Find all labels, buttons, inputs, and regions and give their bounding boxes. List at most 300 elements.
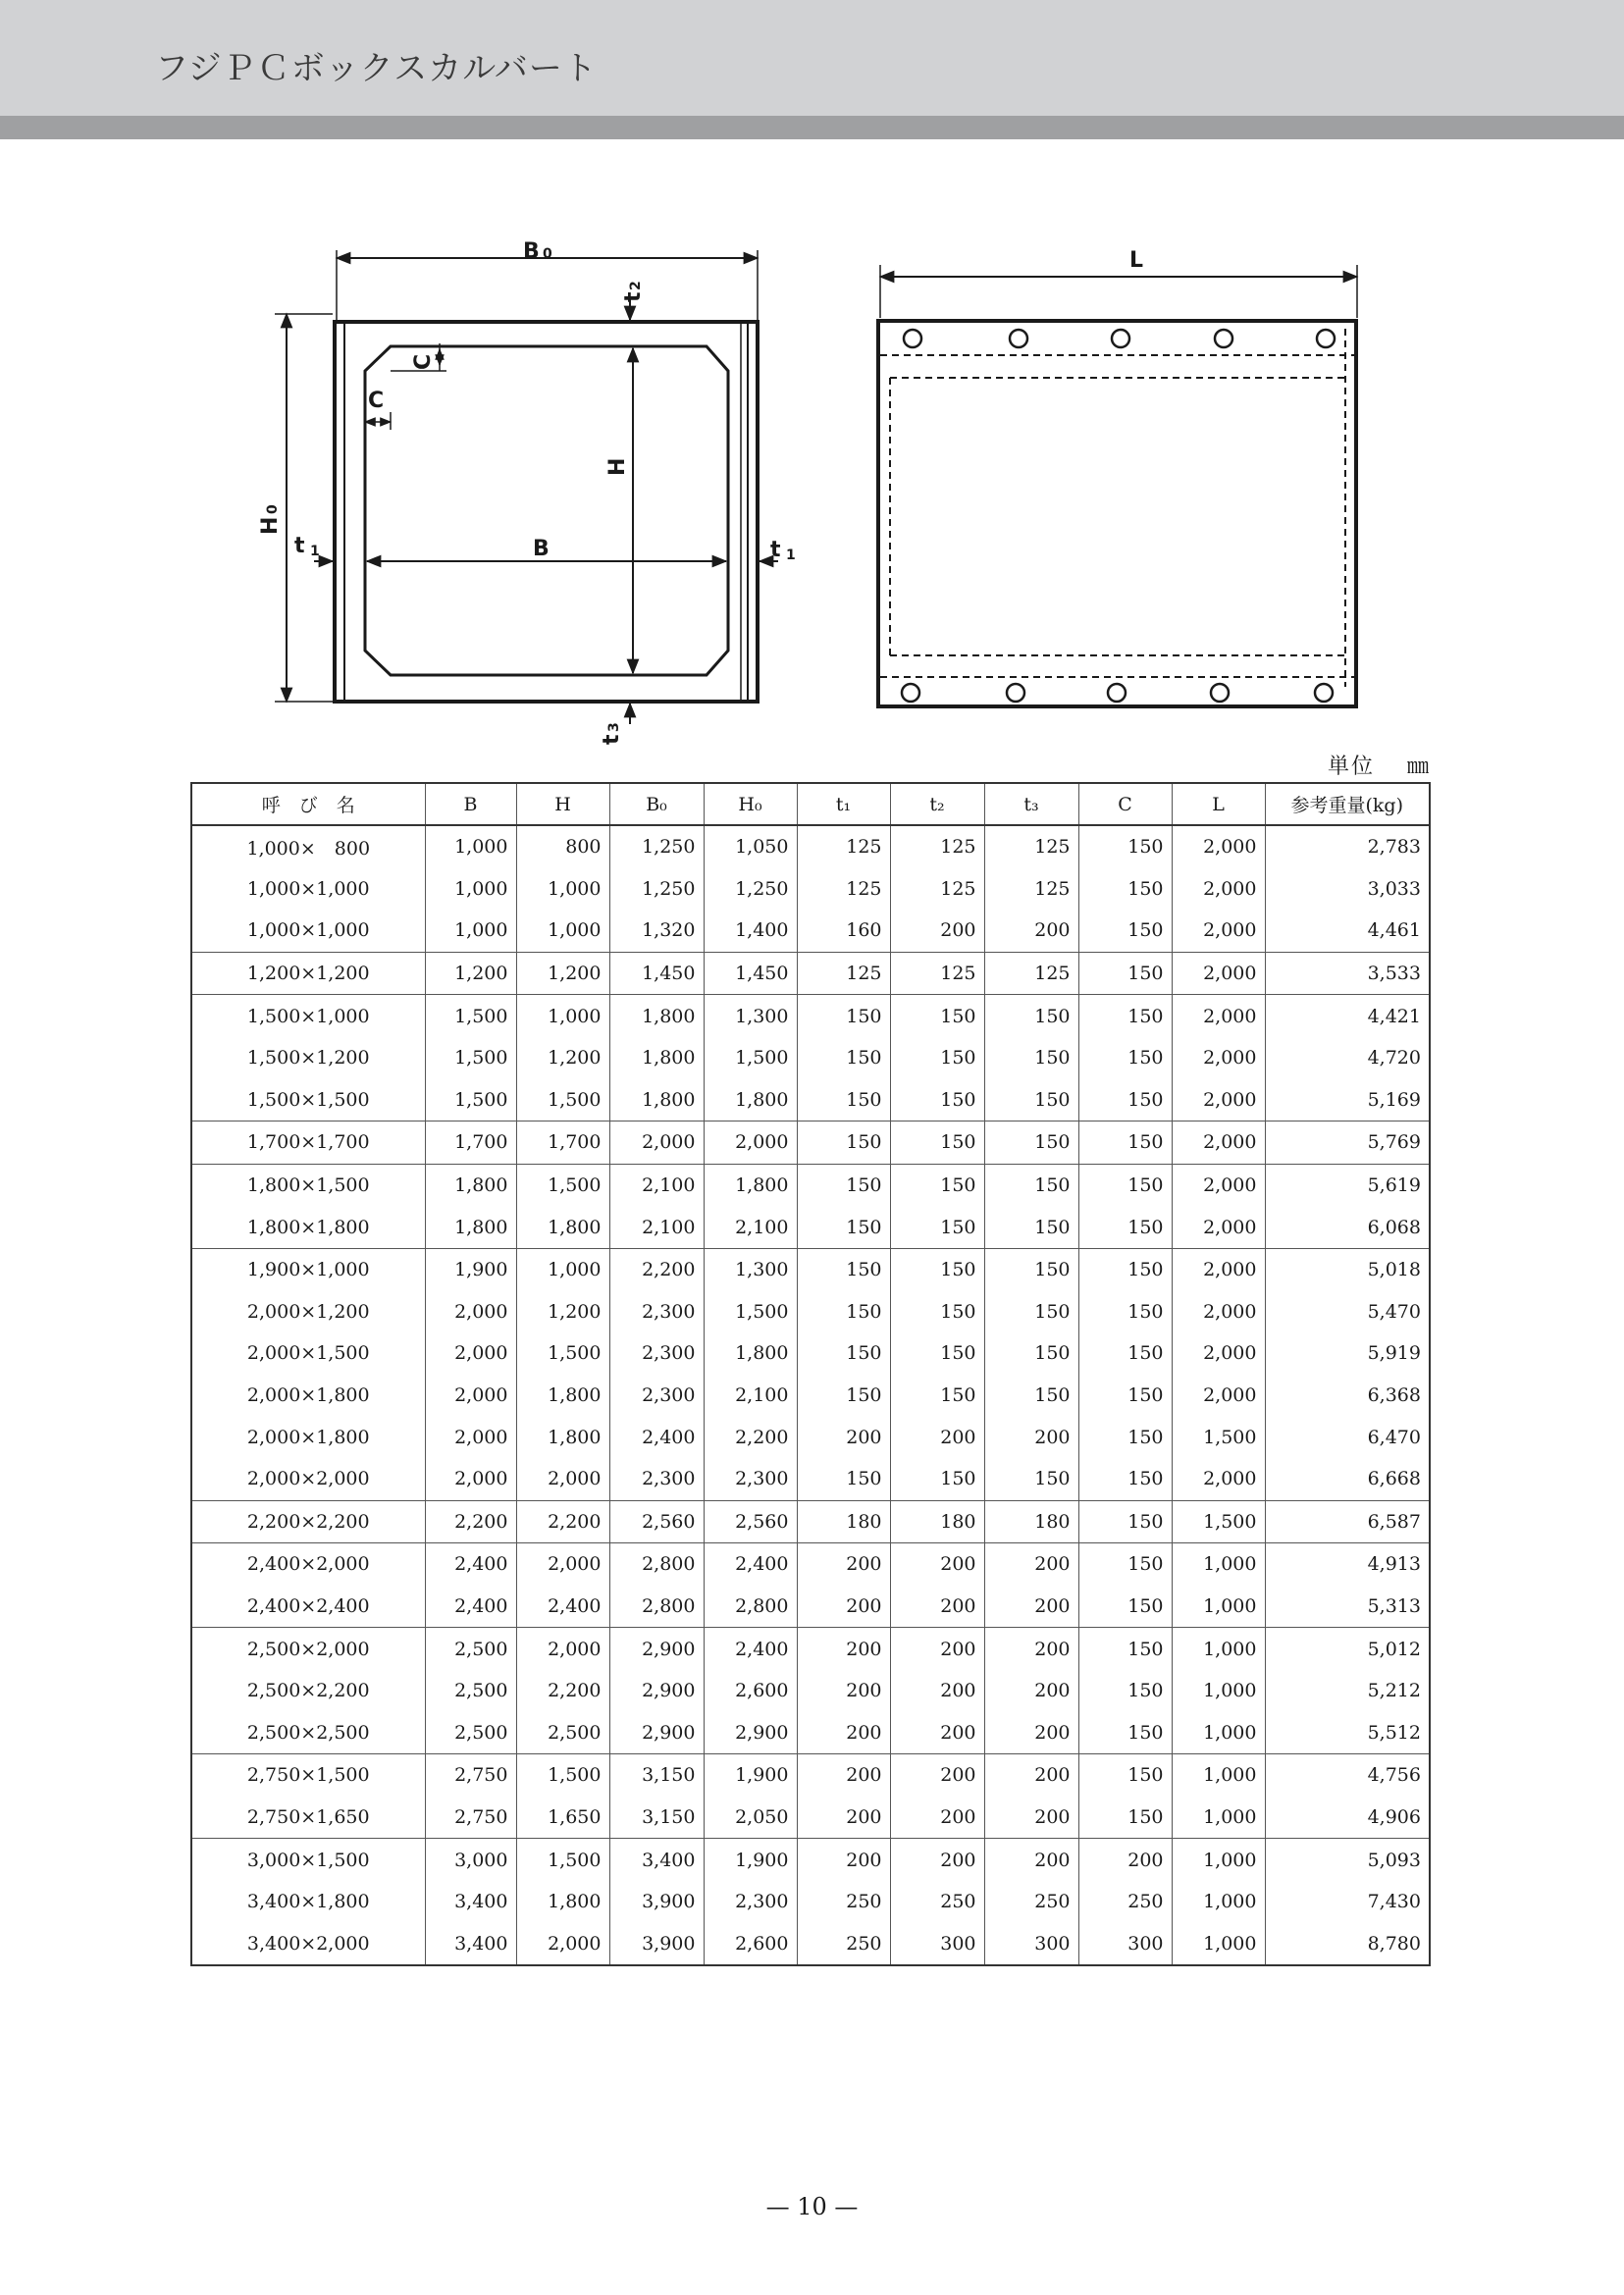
- cell-name: 2,500×2,500: [191, 1711, 425, 1753]
- cell-t3: 150: [984, 1375, 1078, 1417]
- cell-L: 2,000: [1172, 1458, 1265, 1500]
- cell-t1: 200: [797, 1628, 890, 1670]
- table-row: [191, 1164, 1430, 1206]
- table-row: [191, 1291, 1430, 1333]
- cell-t3: 200: [984, 1754, 1078, 1797]
- cell-t3: 150: [984, 1291, 1078, 1333]
- cell-B0: 1,320: [609, 910, 704, 952]
- cell-weight: 3,533: [1265, 952, 1430, 995]
- label-L: L: [1129, 248, 1144, 273]
- cell-weight: 2,783: [1265, 825, 1430, 868]
- cell-t1: 160: [797, 910, 890, 952]
- table-row: [191, 1079, 1430, 1121]
- cell-H: 1,500: [516, 1164, 609, 1206]
- cell-name: 3,400×2,000: [191, 1922, 425, 1965]
- cell-t3: 150: [984, 995, 1078, 1037]
- cell-H0: 2,800: [704, 1586, 797, 1628]
- cell-t1: 150: [797, 995, 890, 1037]
- cell-B0: 3,900: [609, 1922, 704, 1965]
- cell-C: 150: [1078, 1375, 1172, 1417]
- cell-name: 2,400×2,400: [191, 1586, 425, 1628]
- cell-weight: 4,913: [1265, 1543, 1430, 1586]
- cell-H0: 2,300: [704, 1881, 797, 1923]
- cell-t2: 200: [890, 1586, 984, 1628]
- table-row: [191, 1839, 1430, 1881]
- cell-name: 1,500×1,500: [191, 1079, 425, 1121]
- cell-weight: 4,906: [1265, 1797, 1430, 1839]
- cell-t2: 125: [890, 868, 984, 911]
- cell-B0: 3,150: [609, 1797, 704, 1839]
- label-t1-left: t: [294, 534, 305, 558]
- cell-weight: 7,430: [1265, 1881, 1430, 1923]
- cell-B0: 2,300: [609, 1458, 704, 1500]
- cell-L: 2,000: [1172, 1206, 1265, 1248]
- cell-B: 2,400: [425, 1543, 516, 1586]
- cell-C: 150: [1078, 1332, 1172, 1375]
- cell-t1: 200: [797, 1797, 890, 1839]
- table-row: [191, 1754, 1430, 1797]
- cell-L: 1,000: [1172, 1839, 1265, 1881]
- cell-H: 1,650: [516, 1797, 609, 1839]
- cell-C: 150: [1078, 1628, 1172, 1670]
- cell-weight: 5,012: [1265, 1628, 1430, 1670]
- cell-C: 150: [1078, 1248, 1172, 1290]
- cell-L: 2,000: [1172, 1332, 1265, 1375]
- label-C-side: C: [368, 389, 385, 413]
- cell-t1: 200: [797, 1543, 890, 1586]
- cell-H: 1,000: [516, 995, 609, 1037]
- cell-B: 2,750: [425, 1754, 516, 1797]
- cell-name: 1,700×1,700: [191, 1121, 425, 1165]
- cell-B0: 3,150: [609, 1754, 704, 1797]
- cell-weight: 4,720: [1265, 1037, 1430, 1079]
- cell-weight: 3,033: [1265, 868, 1430, 911]
- table-row: [191, 825, 1430, 868]
- cell-weight: 4,461: [1265, 910, 1430, 952]
- cell-B0: 1,250: [609, 825, 704, 868]
- cell-C: 150: [1078, 868, 1172, 911]
- cell-t1: 150: [797, 1164, 890, 1206]
- cell-H0: 1,050: [704, 825, 797, 868]
- table-row: [191, 1711, 1430, 1753]
- cell-B0: 3,400: [609, 1839, 704, 1881]
- cell-name: 1,000×1,000: [191, 910, 425, 952]
- cell-weight: 5,212: [1265, 1670, 1430, 1712]
- cell-H: 800: [516, 825, 609, 868]
- cell-L: 2,000: [1172, 952, 1265, 995]
- cell-H: 1,800: [516, 1881, 609, 1923]
- table-row: [191, 1458, 1430, 1500]
- cell-t1: 150: [797, 1332, 890, 1375]
- cell-weight: 8,780: [1265, 1922, 1430, 1965]
- cell-B: 1,000: [425, 868, 516, 911]
- cell-B0: 2,900: [609, 1711, 704, 1753]
- cell-L: 2,000: [1172, 868, 1265, 911]
- cross-section-labels: [258, 239, 796, 745]
- cell-t1: 200: [797, 1416, 890, 1458]
- cell-name: 1,500×1,200: [191, 1037, 425, 1079]
- cell-B: 1,500: [425, 995, 516, 1037]
- cell-C: 150: [1078, 1079, 1172, 1121]
- cell-H0: 1,450: [704, 952, 797, 995]
- cell-t1: 150: [797, 1375, 890, 1417]
- cell-t1: 250: [797, 1922, 890, 1965]
- cell-t2: 150: [890, 1206, 984, 1248]
- cell-H: 2,500: [516, 1711, 609, 1753]
- cell-t3: 150: [984, 1079, 1078, 1121]
- cell-t1: 150: [797, 1206, 890, 1248]
- cell-t2: 180: [890, 1500, 984, 1543]
- label-H0: H: [258, 516, 283, 535]
- cell-H0: 2,000: [704, 1121, 797, 1165]
- cell-B: 1,000: [425, 825, 516, 868]
- cell-H0: 2,200: [704, 1416, 797, 1458]
- label-t2: t: [621, 291, 646, 302]
- cell-B: 1,000: [425, 910, 516, 952]
- cell-t2: 150: [890, 1458, 984, 1500]
- cell-name: 1,800×1,800: [191, 1206, 425, 1248]
- cell-t1: 125: [797, 825, 890, 868]
- cell-B0: 1,800: [609, 1079, 704, 1121]
- cell-t1: 150: [797, 1248, 890, 1290]
- cell-t1: 125: [797, 952, 890, 995]
- cell-weight: 5,512: [1265, 1711, 1430, 1753]
- cell-t2: 150: [890, 1332, 984, 1375]
- cell-B0: 2,300: [609, 1375, 704, 1417]
- cell-B: 3,400: [425, 1881, 516, 1923]
- cell-H: 1,000: [516, 910, 609, 952]
- cell-H: 1,700: [516, 1121, 609, 1165]
- cell-weight: 5,018: [1265, 1248, 1430, 1290]
- cell-name: 1,900×1,000: [191, 1248, 425, 1290]
- cell-H: 1,000: [516, 868, 609, 911]
- cell-L: 2,000: [1172, 995, 1265, 1037]
- cell-weight: 6,587: [1265, 1500, 1430, 1543]
- cell-L: 1,000: [1172, 1543, 1265, 1586]
- table-row: [191, 1586, 1430, 1628]
- cell-L: 1,000: [1172, 1628, 1265, 1670]
- cell-L: 2,000: [1172, 825, 1265, 868]
- cell-L: 1,000: [1172, 1922, 1265, 1965]
- cell-t2: 150: [890, 1164, 984, 1206]
- col-header-H: H: [516, 783, 609, 825]
- cell-t3: 200: [984, 1586, 1078, 1628]
- cell-C: 150: [1078, 910, 1172, 952]
- cell-H0: 1,900: [704, 1839, 797, 1881]
- col-header-H0: H₀: [704, 783, 797, 825]
- cell-H: 2,400: [516, 1586, 609, 1628]
- cell-L: 1,000: [1172, 1754, 1265, 1797]
- col-header-C: C: [1078, 783, 1172, 825]
- table-row: [191, 1416, 1430, 1458]
- cell-t3: 200: [984, 1670, 1078, 1712]
- cell-name: 2,000×1,800: [191, 1416, 425, 1458]
- cell-t2: 300: [890, 1922, 984, 1965]
- col-header-B0: B₀: [609, 783, 704, 825]
- cell-C: 150: [1078, 1164, 1172, 1206]
- cell-name: 2,000×1,800: [191, 1375, 425, 1417]
- cell-weight: 5,619: [1265, 1164, 1430, 1206]
- cell-t2: 200: [890, 1711, 984, 1753]
- cell-L: 1,000: [1172, 1711, 1265, 1753]
- cell-H: 1,800: [516, 1375, 609, 1417]
- label-H: H: [605, 457, 630, 476]
- cell-H: 1,000: [516, 1248, 609, 1290]
- cell-C: 250: [1078, 1881, 1172, 1923]
- cell-t3: 180: [984, 1500, 1078, 1543]
- cell-B: 1,500: [425, 1037, 516, 1079]
- cell-t3: 150: [984, 1121, 1078, 1165]
- table-row: [191, 1922, 1430, 1965]
- cell-B0: 2,000: [609, 1121, 704, 1165]
- cell-H: 1,800: [516, 1416, 609, 1458]
- cell-t2: 250: [890, 1881, 984, 1923]
- cell-name: 3,000×1,500: [191, 1839, 425, 1881]
- cell-weight: 6,470: [1265, 1416, 1430, 1458]
- cell-B0: 2,800: [609, 1586, 704, 1628]
- cell-H0: 1,900: [704, 1754, 797, 1797]
- table-row: [191, 952, 1430, 995]
- cell-t2: 200: [890, 1628, 984, 1670]
- cell-B: 2,500: [425, 1628, 516, 1670]
- cell-H0: 2,050: [704, 1797, 797, 1839]
- cell-H0: 2,600: [704, 1670, 797, 1712]
- cell-L: 2,000: [1172, 1375, 1265, 1417]
- cell-B: 2,000: [425, 1291, 516, 1333]
- cell-t2: 200: [890, 1543, 984, 1586]
- cell-name: 2,000×1,500: [191, 1332, 425, 1375]
- cell-H: 1,200: [516, 1291, 609, 1333]
- cell-C: 150: [1078, 1500, 1172, 1543]
- cell-t3: 200: [984, 1839, 1078, 1881]
- cell-t3: 125: [984, 868, 1078, 911]
- cell-H: 1,500: [516, 1754, 609, 1797]
- cell-B: 1,500: [425, 1079, 516, 1121]
- cell-C: 150: [1078, 995, 1172, 1037]
- cell-H: 1,500: [516, 1079, 609, 1121]
- cell-t3: 200: [984, 1797, 1078, 1839]
- cell-L: 2,000: [1172, 1079, 1265, 1121]
- spec-table-body: [191, 825, 1430, 1965]
- table-row: [191, 1797, 1430, 1839]
- cell-t1: 200: [797, 1670, 890, 1712]
- table-row: [191, 1206, 1430, 1248]
- table-row: [191, 1543, 1430, 1586]
- cell-L: 1,500: [1172, 1500, 1265, 1543]
- cell-t3: 200: [984, 910, 1078, 952]
- table-row: [191, 910, 1430, 952]
- cell-H: 2,000: [516, 1543, 609, 1586]
- label-t2-sub: 2: [628, 281, 644, 290]
- cell-H: 2,200: [516, 1500, 609, 1543]
- table-row: [191, 1628, 1430, 1670]
- table-header-row: [191, 783, 1430, 825]
- cell-B: 1,900: [425, 1248, 516, 1290]
- cell-t1: 125: [797, 868, 890, 911]
- cell-name: 2,200×2,200: [191, 1500, 425, 1543]
- cell-L: 1,000: [1172, 1586, 1265, 1628]
- cell-H0: 2,300: [704, 1458, 797, 1500]
- cell-t2: 150: [890, 1248, 984, 1290]
- cell-weight: 5,169: [1265, 1079, 1430, 1121]
- cell-H0: 1,800: [704, 1079, 797, 1121]
- spec-table: [190, 782, 1431, 1966]
- cell-t2: 125: [890, 825, 984, 868]
- cell-C: 200: [1078, 1839, 1172, 1881]
- cell-t1: 200: [797, 1839, 890, 1881]
- table-row: [191, 868, 1430, 911]
- cell-t3: 300: [984, 1922, 1078, 1965]
- cell-t2: 150: [890, 1375, 984, 1417]
- cell-B: 2,500: [425, 1670, 516, 1712]
- cell-H: 2,000: [516, 1628, 609, 1670]
- cell-B0: 2,200: [609, 1248, 704, 1290]
- cell-B0: 1,450: [609, 952, 704, 995]
- label-t1-left-sub: 1: [310, 544, 320, 559]
- cell-t3: 125: [984, 825, 1078, 868]
- cell-name: 3,400×1,800: [191, 1881, 425, 1923]
- cell-t3: 150: [984, 1037, 1078, 1079]
- cell-B0: 1,800: [609, 1037, 704, 1079]
- cell-t2: 125: [890, 952, 984, 995]
- side-view: [878, 265, 1357, 706]
- cell-B: 2,750: [425, 1797, 516, 1839]
- cell-t3: 150: [984, 1206, 1078, 1248]
- cell-t1: 150: [797, 1121, 890, 1165]
- cell-t2: 200: [890, 1839, 984, 1881]
- cell-t1: 150: [797, 1037, 890, 1079]
- cell-L: 2,000: [1172, 1037, 1265, 1079]
- label-B0: B: [523, 239, 540, 264]
- cell-B: 2,000: [425, 1375, 516, 1417]
- cell-t3: 150: [984, 1164, 1078, 1206]
- cell-C: 150: [1078, 1543, 1172, 1586]
- cell-t3: 125: [984, 952, 1078, 995]
- cell-t2: 200: [890, 1754, 984, 1797]
- table-row: [191, 1500, 1430, 1543]
- cell-name: 2,750×1,650: [191, 1797, 425, 1839]
- cell-B0: 2,900: [609, 1670, 704, 1712]
- cell-weight: 5,919: [1265, 1332, 1430, 1375]
- cell-B0: 1,250: [609, 868, 704, 911]
- cell-C: 150: [1078, 1711, 1172, 1753]
- table-row: [191, 1037, 1430, 1079]
- col-header-B: B: [425, 783, 516, 825]
- cell-C: 150: [1078, 1037, 1172, 1079]
- cell-L: 1,500: [1172, 1416, 1265, 1458]
- cell-name: 2,400×2,000: [191, 1543, 425, 1586]
- cell-H0: 1,500: [704, 1291, 797, 1333]
- cell-B: 2,500: [425, 1711, 516, 1753]
- cell-C: 150: [1078, 1586, 1172, 1628]
- col-header-t1: t₁: [797, 783, 890, 825]
- cell-B0: 1,800: [609, 995, 704, 1037]
- cell-B: 1,200: [425, 952, 516, 995]
- cell-L: 2,000: [1172, 1121, 1265, 1165]
- cell-H0: 2,400: [704, 1543, 797, 1586]
- cell-t3: 200: [984, 1416, 1078, 1458]
- col-header-t3: t₃: [984, 783, 1078, 825]
- cell-t3: 150: [984, 1458, 1078, 1500]
- cell-weight: 5,093: [1265, 1839, 1430, 1881]
- unit-label: 単位 ㎜: [1328, 755, 1431, 779]
- label-t3-sub: 3: [606, 722, 622, 732]
- cell-t1: 150: [797, 1291, 890, 1333]
- cell-weight: 6,368: [1265, 1375, 1430, 1417]
- cell-t1: 180: [797, 1500, 890, 1543]
- cell-H0: 1,400: [704, 910, 797, 952]
- cell-B: 1,700: [425, 1121, 516, 1165]
- cell-H0: 1,800: [704, 1332, 797, 1375]
- cell-B0: 2,400: [609, 1416, 704, 1458]
- cell-H0: 2,100: [704, 1375, 797, 1417]
- cell-C: 150: [1078, 1416, 1172, 1458]
- cell-weight: 4,756: [1265, 1754, 1430, 1797]
- header-title: フジＰＣボックスカルバート: [155, 49, 598, 88]
- cell-weight: 5,313: [1265, 1586, 1430, 1628]
- cell-H0: 1,300: [704, 1248, 797, 1290]
- cell-t2: 200: [890, 1670, 984, 1712]
- label-B: B: [533, 537, 550, 561]
- cell-H0: 1,300: [704, 995, 797, 1037]
- label-B0-sub: 0: [543, 246, 552, 262]
- cell-name: 2,000×2,000: [191, 1458, 425, 1500]
- cell-H0: 2,600: [704, 1922, 797, 1965]
- cell-H: 2,000: [516, 1922, 609, 1965]
- page-number: — 10 —: [765, 2193, 859, 2220]
- table-row: [191, 1121, 1430, 1165]
- box-culvert-diagram: [0, 0, 1624, 756]
- cell-name: 1,000× 800: [191, 825, 425, 868]
- cell-name: 2,500×2,000: [191, 1628, 425, 1670]
- cell-H: 1,200: [516, 952, 609, 995]
- label-t1-right-sub: 1: [786, 548, 796, 563]
- cell-C: 150: [1078, 1291, 1172, 1333]
- cell-B: 1,800: [425, 1164, 516, 1206]
- cell-L: 2,000: [1172, 1291, 1265, 1333]
- cell-B0: 2,900: [609, 1628, 704, 1670]
- cell-L: 2,000: [1172, 1248, 1265, 1290]
- cell-L: 2,000: [1172, 910, 1265, 952]
- cell-H: 1,200: [516, 1037, 609, 1079]
- cell-name: 1,000×1,000: [191, 868, 425, 911]
- cell-B0: 2,800: [609, 1543, 704, 1586]
- label-t1-right: t: [770, 538, 781, 562]
- cell-L: 1,000: [1172, 1881, 1265, 1923]
- cell-C: 150: [1078, 1206, 1172, 1248]
- cell-L: 1,000: [1172, 1670, 1265, 1712]
- cell-t2: 150: [890, 1037, 984, 1079]
- cell-t2: 150: [890, 995, 984, 1037]
- col-header-name: 呼 び 名: [191, 783, 425, 825]
- table-row: [191, 1332, 1430, 1375]
- cell-t2: 150: [890, 1291, 984, 1333]
- cell-name: 2,500×2,200: [191, 1670, 425, 1712]
- cell-name: 1,500×1,000: [191, 995, 425, 1037]
- cell-H0: 1,800: [704, 1164, 797, 1206]
- cell-B0: 2,100: [609, 1206, 704, 1248]
- cell-weight: 6,068: [1265, 1206, 1430, 1248]
- table-row: [191, 1375, 1430, 1417]
- label-t3: t: [600, 734, 624, 745]
- cell-C: 150: [1078, 1797, 1172, 1839]
- table-row: [191, 1248, 1430, 1290]
- cell-B: 2,000: [425, 1416, 516, 1458]
- cell-C: 150: [1078, 825, 1172, 868]
- cell-t3: 250: [984, 1881, 1078, 1923]
- cell-H0: 2,100: [704, 1206, 797, 1248]
- cell-B0: 2,100: [609, 1164, 704, 1206]
